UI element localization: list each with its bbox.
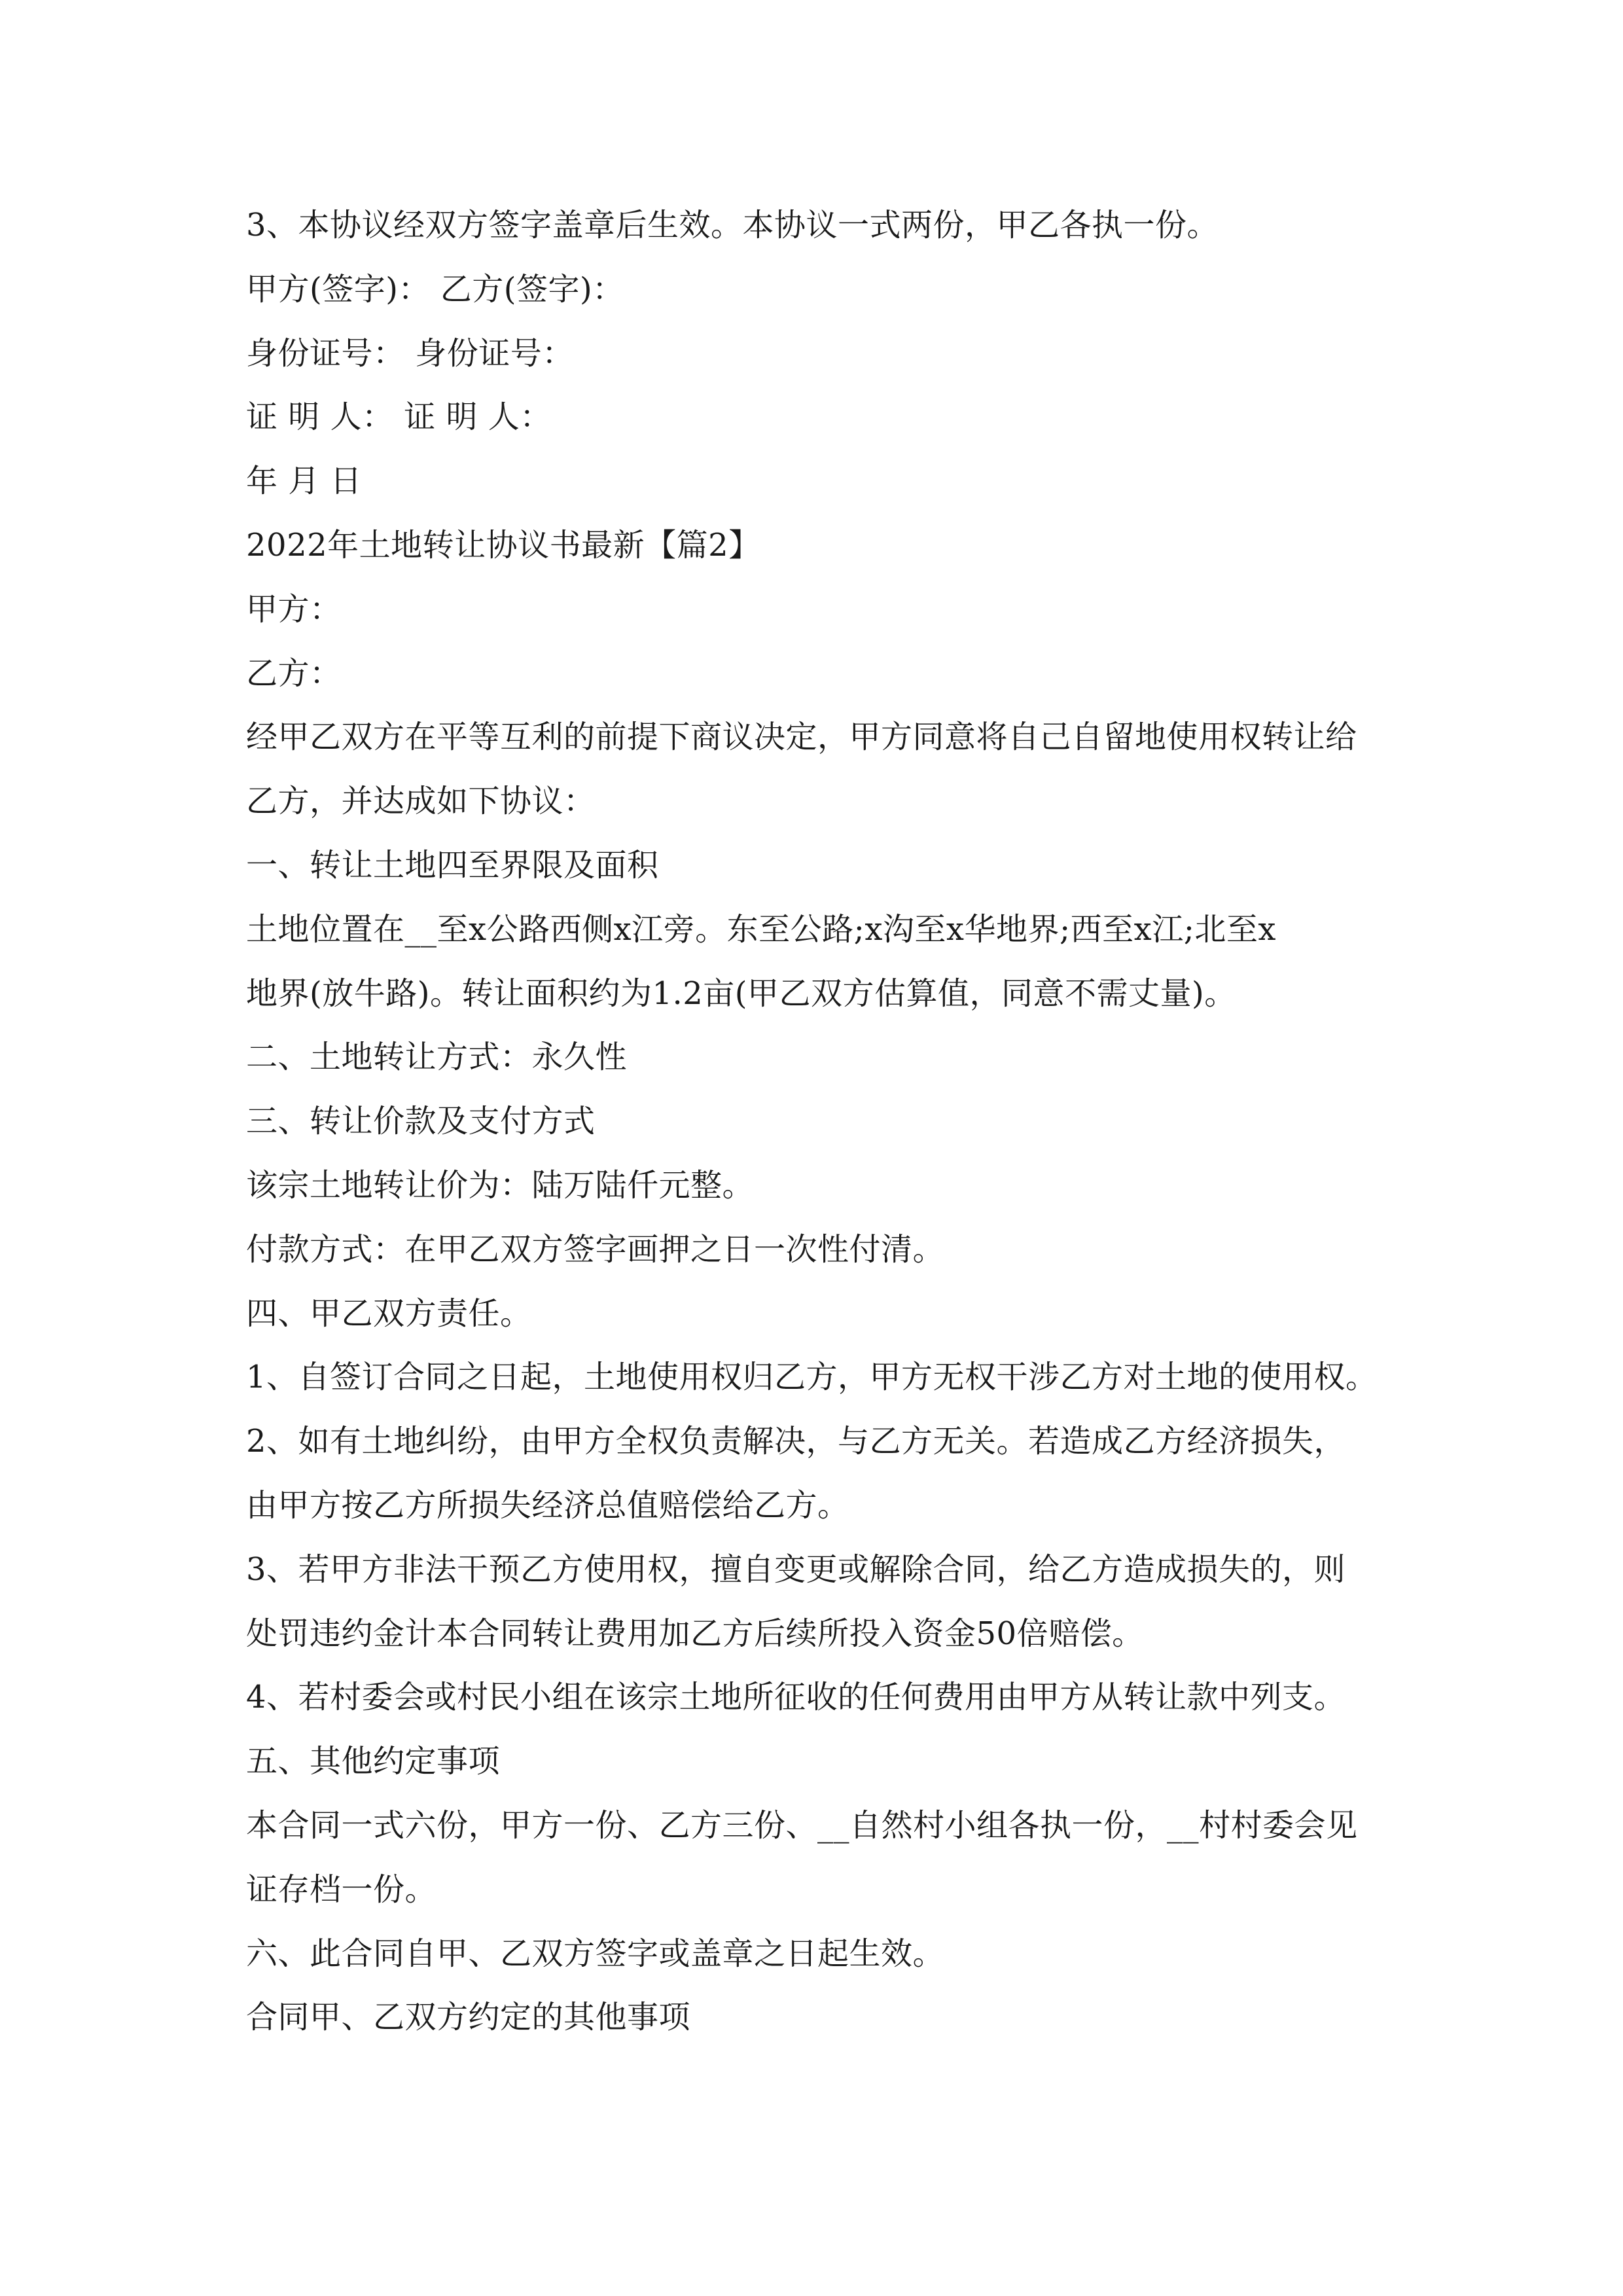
land-location-paragraph-cont: 地界(放牛路)。转让面积约为1.2亩(甲乙双方估算值，同意不需丈量)。	[246, 975, 1236, 1012]
price-line: 该宗土地转让价为：陆万陆仟元整。	[246, 1166, 755, 1204]
copies-paragraph: 本合同一式六份，甲方一份、乙方三份、__自然村小组各执一份，__村村委会见	[246, 1806, 1358, 1844]
responsibility-2: 2、如有土地纠纷，由甲方全权负责解决，与乙方无关。若造成乙方经济损失，	[246, 1423, 1346, 1460]
responsibility-2-cont: 由甲方按乙方所损失经济总值赔偿给乙方。	[246, 1486, 849, 1524]
responsibility-1: 1、自签订合同之日起，土地使用权归乙方，甲方无权干涉乙方对土地的使用权。	[246, 1359, 1378, 1396]
id-number-line: 身份证号： 身份证号：	[246, 334, 574, 372]
signature-line: 甲方(签字)： 乙方(签字)：	[246, 270, 624, 308]
clause-3-effective: 3、本协议经双方签字盖章后生效。本协议一式两份，甲乙各执一份。	[246, 207, 1219, 243]
copies-paragraph-cont: 证存档一份。	[246, 1871, 437, 1908]
intro-paragraph: 经甲乙双方在平等互利的前提下商议决定，甲方同意将自己自留地使用权转让给	[246, 719, 1357, 756]
responsibility-3-cont: 处罚违约金计本合同转让费用加乙方后续所投入资金50倍赔偿。	[246, 1615, 1144, 1652]
heading-transfer-method: 二、土地转让方式：永久性	[246, 1039, 628, 1076]
land-location-paragraph: 土地位置在__至x公路西侧x江旁。东至公路;x沟至x华地界;西至x江;北至x	[246, 910, 1276, 948]
responsibility-3: 3、若甲方非法干预乙方使用权，擅自变更或解除合同，给乙方造成损失的，则	[246, 1551, 1346, 1588]
heading-effective: 六、此合同自甲、乙双方签字或盖章之日起生效。	[246, 1935, 945, 1972]
witness-line: 证 明 人： 证 明 人：	[246, 399, 552, 436]
heading-other-matters: 五、其他约定事项	[246, 1743, 501, 1780]
party-b-line: 乙方：	[246, 655, 342, 692]
document-body	[246, 194, 1411, 2050]
party-a-line: 甲方：	[246, 590, 342, 628]
heading-boundaries: 一、转让土地四至界限及面积	[246, 846, 659, 884]
other-matters-line: 合同甲、乙双方约定的其他事项	[246, 1999, 691, 2036]
heading-price-payment: 三、转让价款及支付方式	[246, 1103, 596, 1140]
heading-responsibilities: 四、甲乙双方责任。	[246, 1295, 532, 1332]
date-line: 年 月 日	[246, 463, 363, 500]
intro-paragraph-cont: 乙方，并达成如下协议：	[246, 783, 596, 820]
responsibility-4: 4、若村委会或村民小组在该宗土地所征收的任何费用由甲方从转让款中列支。	[246, 1679, 1346, 1716]
payment-method-line: 付款方式：在甲乙双方签字画押之日一次性付清。	[246, 1230, 945, 1268]
section-title: 2022年土地转让协议书最新【篇2】	[246, 526, 760, 564]
